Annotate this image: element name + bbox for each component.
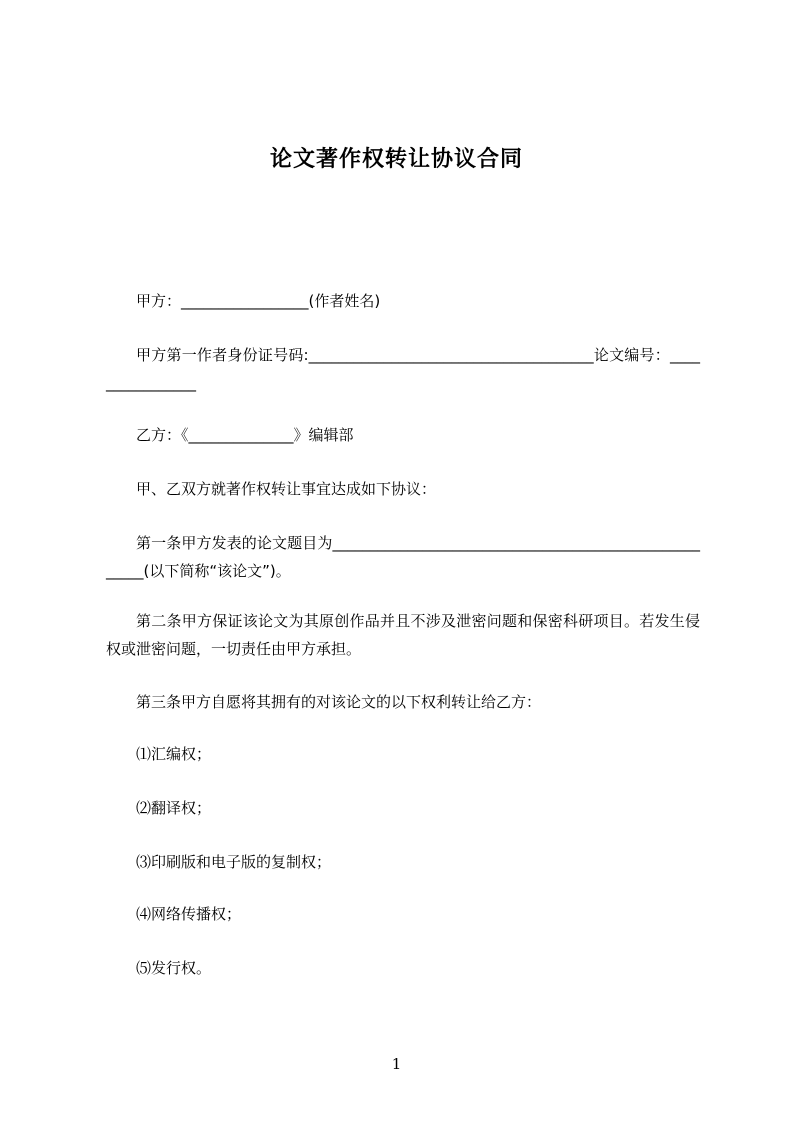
party-b-paragraph: 乙方：《______________》编辑部 bbox=[136, 426, 354, 444]
document-title: 论文著作权转让协议合同 bbox=[269, 147, 523, 172]
agreement-intro-paragraph: 甲、乙双方就著作权转让事宜达成如下协议： bbox=[136, 480, 437, 498]
right-item-reproduction: ⑶印刷版和电子版的复制权； bbox=[136, 853, 332, 871]
party-a-id-paragraph: 甲方第一作者身份证号码:______________________________________论文编号：________________ bbox=[106, 346, 700, 392]
right-item-distribution: ⑸发行权。 bbox=[136, 959, 212, 977]
party-a-paragraph: 甲方：_________________(作者姓名) bbox=[136, 292, 381, 310]
right-item-network: ⑷网络传播权； bbox=[136, 905, 242, 923]
right-item-translation: ⑵翻译权； bbox=[136, 799, 212, 817]
article-two-paragraph: 第二条甲方保证该论文为其原创作品并且不涉及泄密问题和保密科研项目。若发生侵权或泄密问题，一切责任由甲方承担。 bbox=[106, 612, 700, 658]
article-three-paragraph: 第三条甲方自愿将其拥有的对该论文的以下权利转让给乙方： bbox=[136, 693, 542, 711]
page-number: 1 bbox=[391, 1055, 402, 1073]
article-one-paragraph: 第一条甲方发表的论文题目为______________________________________________________(以下简称“该论文”)。 bbox=[106, 534, 700, 580]
right-item-compilation: ⑴汇编权； bbox=[136, 745, 212, 763]
